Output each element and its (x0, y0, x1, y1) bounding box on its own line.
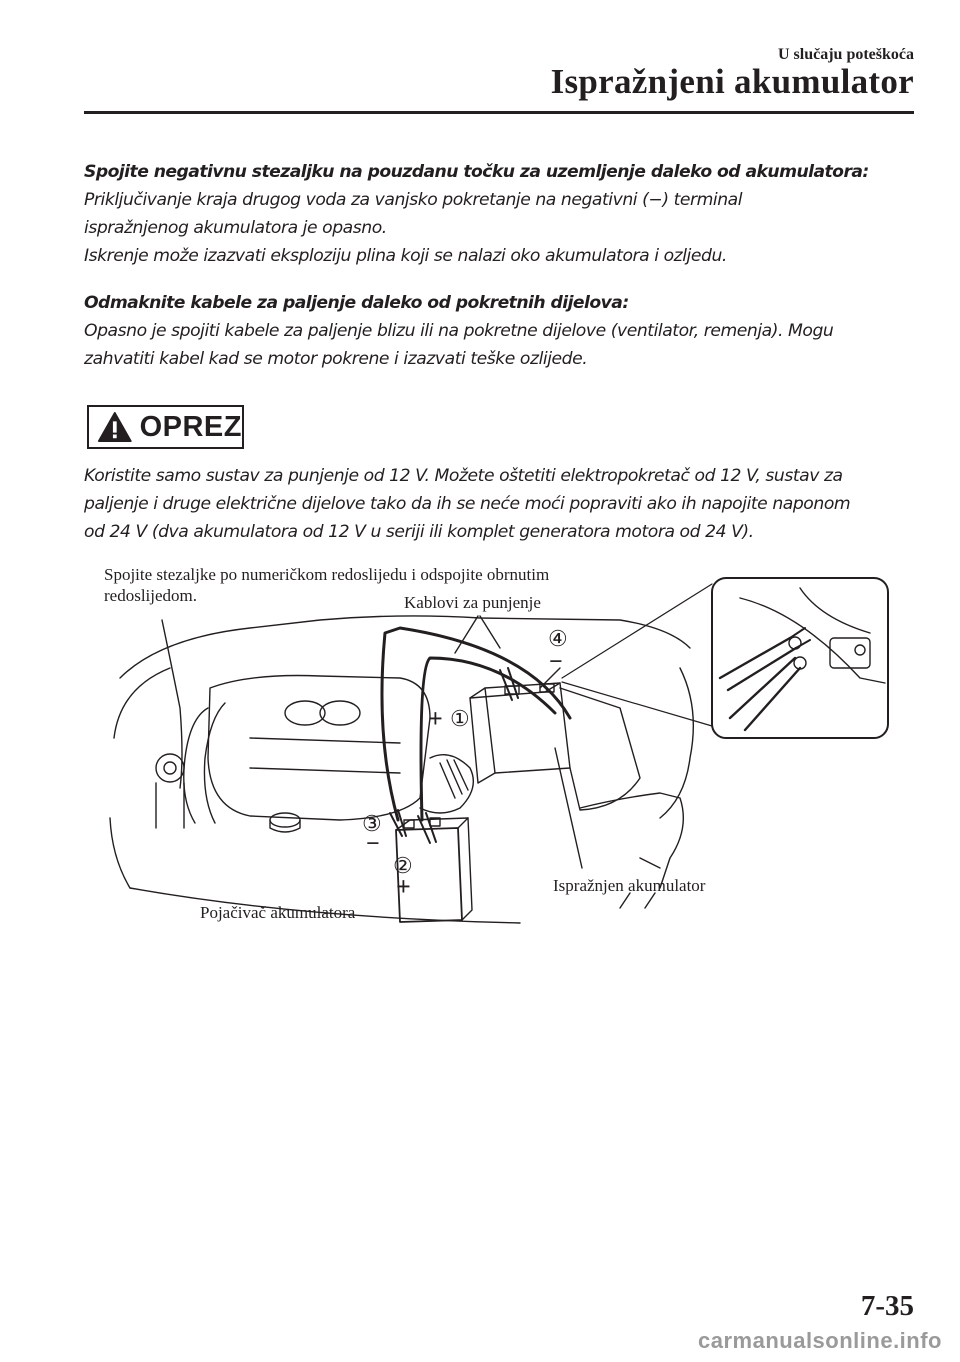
booster-battery-label: Pojačivač akumulatora (200, 903, 356, 922)
minus-sign: − (549, 649, 563, 675)
warning-line: zahvatiti kabel kad se motor pokrene i izazvati teške ozlijede. (84, 349, 588, 369)
warning-line: Iskrenje može izazvati eksploziju plina koji se nalazi oko akumulatora i ozljedu. (84, 246, 727, 266)
page-number: 7-35 (860, 1290, 914, 1322)
caution-line: od 24 V (dva akumulatora od 12 V u seriji ili komplet generatora motora od 24 V). (84, 522, 754, 542)
watermark: carmanualsonline.info (698, 1328, 942, 1353)
caution-badge (87, 405, 244, 449)
warning-title: Spojite negativnu stezaljku na pouzdanu točku za uzemljenje daleko od akumulatora: (84, 162, 869, 182)
marker-1: ① (450, 706, 470, 731)
marker-2: ② (393, 853, 413, 878)
warning-triangle-icon (97, 410, 133, 444)
warning-ground (84, 158, 914, 270)
figure-instruction-line: redoslijedom. (104, 586, 198, 605)
jump-start-figure (100, 558, 900, 958)
caution-line: paljenje i druge električne dijelove tako da ih se neće moći popraviti ako ih napojite naponom (84, 494, 851, 514)
engine-bay-illustration (100, 558, 900, 958)
discharged-battery-label: Ispražnjen akumulator (553, 876, 706, 895)
warning-line: Opasno je spojiti kabele za paljenje blizu ili na pokretne dijelove (ventilator, remenja). Mogu (84, 321, 834, 341)
warning-line: Priključivanje kraja drugog voda za vanjsko pokretanje na negativni (−) terminal (84, 190, 743, 210)
figure-instruction-line: Spojite stezaljke po numeričkom redoslijedu i odspojite obrnutim (104, 565, 550, 584)
minus-sign: − (366, 831, 380, 857)
page-title: Ispražnjeni akumulator (550, 62, 914, 101)
marker-3: ③ (362, 811, 382, 836)
warning-title: Odmaknite kabele za paljenje daleko od pokretnih dijelova: (84, 293, 629, 313)
cables-label: Kablovi za punjenje (404, 593, 541, 612)
header-divider (84, 111, 914, 114)
warning-line: ispražnjenog akumulatora je opasno. (84, 218, 387, 238)
marker-4: ④ (548, 626, 568, 651)
section-title: U slučaju poteškoća (777, 46, 914, 63)
plus-sign: + (396, 872, 411, 901)
plus-sign: + (428, 704, 443, 733)
caution-label: OPREZ (139, 410, 242, 443)
caution-text (84, 462, 914, 546)
warning-moving-parts (84, 289, 914, 373)
caution-line: Koristite samo sustav za punjenje od 12 V. Možete oštetiti elektropokretač od 12 V, sustav za (84, 466, 843, 486)
